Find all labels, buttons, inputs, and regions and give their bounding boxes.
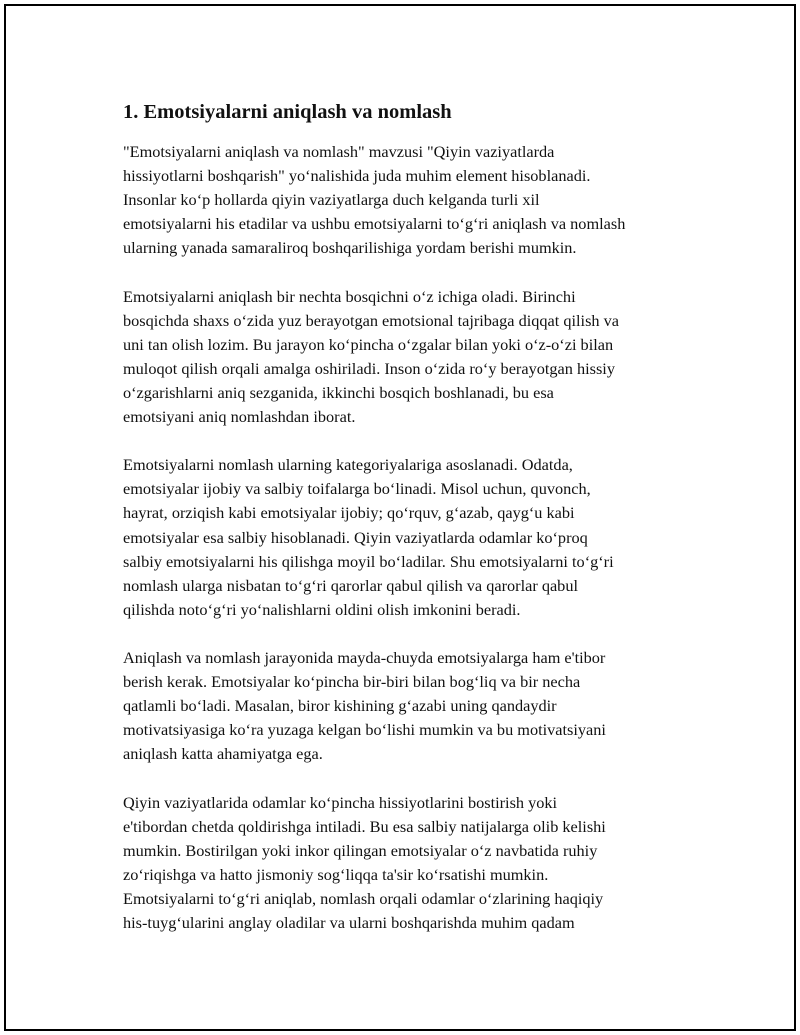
text-line: qatlamli bo‘ladi. Masalan, biror kishining g‘azabi uning qandaydir [123,696,557,716]
text-line: bosqichda shaxs o‘zida yuz berayotgan emotsional tajribaga diqqat qilish va [123,310,619,330]
section-title: 1. Emotsiyalarni aniqlash va nomlash [123,101,452,123]
text-line: nomlash ularga nisbatan to‘g‘ri qarorlar qabul qilish va qarorlar qabul [123,575,578,595]
document-page [4,4,796,1031]
text-line: uni tan olish lozim. Bu jarayon ko‘pincha o‘zgalar bilan yoki o‘z-o‘zi bilan [123,334,614,354]
text-line: mumkin. Bostirilgan yoki inkor qilingan emotsiyalar o‘z navbatida ruhiy [123,840,598,860]
paragraph-5 [123,791,713,936]
text-line: emotsiyani aniq nomlashdan iborat. [123,407,356,427]
text-line: aniqlash katta ahamiyatga ega. [123,744,323,764]
paragraph-1 [123,140,713,260]
text-line: o‘zgarishlarni aniq sezganida, ikkinchi bosqich boshlanadi, bu esa [123,382,554,402]
text-line: his-tuyg‘ularini anglay oladilar va ularni boshqarishda muhim qadam [123,913,575,932]
text-line: Aniqlash va nomlash jarayonida mayda-chuyda emotsiyalarga ham e'tibor [123,647,606,667]
text-line: Insonlar ko‘p hollarda qiyin vaziyatlarga duch kelganda turli xil [123,190,540,210]
document-content [123,98,713,959]
text-line: Emotsiyalarni to‘g‘ri aniqlab, nomlash orqali odamlar o‘zlarining haqiqiy [123,888,604,908]
text-line: muloqot qilish orqali amalga oshiriladi. Inson o‘zida ro‘y berayotgan hissiy [123,358,615,378]
text-line: emotsiyalar esa salbiy hisoblanadi. Qiyin vaziyatlarda odamlar ko‘proq [123,527,588,547]
text-line: qilishda noto‘g‘ri yo‘nalishlarni oldini olish imkonini beradi. [123,599,521,619]
text-line: hissiyotlarni boshqarish" yo‘nalishida juda muhim element hisoblanadi. [123,166,591,186]
text-line: ularning yanada samaraliroq boshqarilishiga yordam berishi mumkin. [123,238,577,258]
text-line: emotsiyalarni his etadilar va ushbu emotsiyalarni to‘g‘ri aniqlash va nomlash [123,214,626,234]
text-line: berish kerak. Emotsiyalar ko‘pincha bir-biri bilan bog‘liq va bir necha [123,672,581,692]
paragraph-2 [123,285,713,430]
paragraph-4 [123,646,713,766]
text-line: Emotsiyalarni aniqlash bir nechta bosqichni o‘z ichiga oladi. Birinchi [123,286,576,306]
text-line: Emotsiyalarni nomlash ularning kategoriyalariga asoslanadi. Odatda, [123,455,573,475]
text-line: "Emotsiyalarni aniqlash va nomlash" mavzusi "Qiyin vaziyatlarda [123,142,555,161]
text-line: Qiyin vaziyatlarida odamlar ko‘pincha hissiyotlarini bostirish yoki [123,792,558,812]
text-line: motivatsiyasiga ko‘ra yuzaga kelgan bo‘lishi mumkin va bu motivatsiyani [123,720,606,740]
text-line: zo‘riqishga va hatto jismoniy sog‘liqqa ta'sir ko‘rsatishi mumkin. [123,864,549,884]
text-line: salbiy emotsiyalarni his qilishga moyil bo‘ladilar. Shu emotsiyalarni to‘g‘ri [123,551,614,571]
text-line: hayrat, orziqish kabi emotsiyalar ijobiy; qo‘rquv, g‘azab, qayg‘u kabi [123,503,575,523]
text-line: e'tibordan chetda qoldirishga intiladi. Bu esa salbiy natijalarga olib kelishi [123,816,606,836]
text-line: emotsiyalar ijobiy va salbiy toifalarga bo‘linadi. Misol uchun, quvonch, [123,479,591,499]
paragraph-3 [123,453,713,622]
